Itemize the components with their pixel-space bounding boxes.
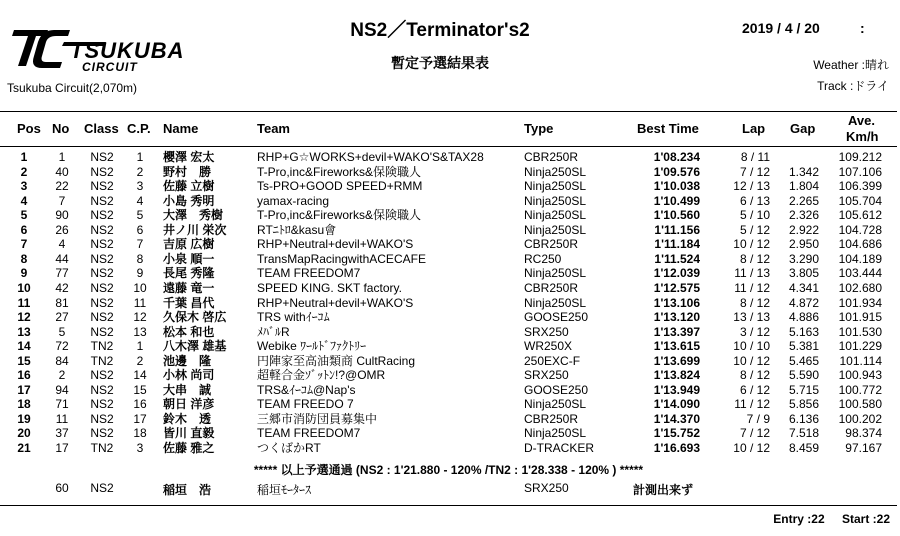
cell-team: T-Pro,inc&Fireworks&保険職人 (257, 208, 422, 223)
cell-no: 4 (58, 237, 66, 252)
cell-lap: 13 / 13 (733, 310, 770, 325)
cell-type: Ninja250SL (524, 426, 587, 441)
col-pos: Pos (17, 121, 41, 136)
cell-best: 1'11.184 (654, 237, 700, 252)
cell-type: CBR250R (524, 150, 579, 164)
cell-team: RHP+Neutral+devil+WAKO'S (257, 295, 414, 310)
cell-ave: 101.915 (838, 310, 882, 325)
cell-cls: TN2 (90, 441, 114, 455)
cell-cls: NS2 (90, 222, 114, 237)
cell-pos: 14 (17, 339, 31, 354)
cell-gap: 5.590 (788, 368, 819, 383)
table-row (0, 179, 897, 194)
cell-team: SPEED KING. SKT factory. (257, 280, 402, 295)
cell-type: Ninja250SL (524, 193, 587, 208)
cell-cls: NS2 (90, 295, 114, 310)
cell-cp: 14 (133, 368, 147, 383)
cell-ave: 101.934 (838, 295, 882, 310)
cell-cls: NS2 (90, 164, 114, 179)
cell-type: Ninja250SL (524, 295, 587, 310)
cell-pos: 11 (17, 295, 31, 310)
cell-cp: 15 (133, 382, 147, 397)
qualifying-cutoff-note: ***** 以上予選通過 (NS2 : 1'21.880 - 120% /TN2 : 1'28.338 - 120% ) ***** (253, 463, 644, 477)
cell-cp: 4 (136, 193, 144, 208)
cell-type: 250EXC-F (524, 353, 581, 368)
cell-cls: NS2 (90, 324, 114, 339)
table-row (0, 266, 897, 281)
cell-team: TRS&ｲｰｺﾑ@Nap's (257, 382, 356, 397)
cell-gap: 5.381 (788, 339, 819, 354)
cell-gap: 7.518 (788, 426, 819, 441)
cell-type: CBR250R (524, 237, 579, 252)
cell-pos: 20 (17, 426, 31, 441)
table-row (0, 325, 897, 340)
cell-cls: NS2 (90, 208, 114, 223)
cell-cls: NS2 (90, 251, 114, 266)
cell-gap: 2.326 (788, 208, 819, 223)
cell-gap: 5.465 (788, 353, 819, 368)
cell-best: 1'13.949 (653, 382, 700, 397)
cell-team: TEAM FREEDOM7 (257, 266, 361, 281)
venue-label: Tsukuba Circuit(2,070m) (7, 81, 138, 95)
table-row (0, 310, 897, 325)
cell-class: NS2 (90, 481, 114, 495)
cell-best: 1'15.752 (653, 426, 700, 441)
col-gap: Gap (790, 121, 816, 136)
cell-no: 40 (55, 164, 69, 179)
cell-lap: 10 / 12 (733, 353, 770, 368)
cell-cp: 8 (136, 251, 144, 266)
cell-gap: 6.136 (788, 411, 819, 426)
cell-pos: 8 (20, 251, 28, 266)
cell-name: 小林 尚司 (163, 368, 215, 383)
cell-name: 松本 和也 (163, 324, 215, 339)
cell-best: 1'14.090 (653, 397, 700, 412)
col-class: Class (84, 121, 119, 136)
cell-gap: 2.265 (788, 193, 819, 208)
cell-status: 計測出来ず (633, 483, 694, 497)
table-row (0, 397, 897, 412)
cell-no: 84 (55, 353, 69, 368)
cell-ave: 104.728 (838, 222, 882, 237)
table-row (0, 165, 897, 180)
cell-no: 77 (55, 266, 69, 281)
cell-lap: 8 / 11 (740, 150, 770, 164)
cell-gap: 4.341 (788, 280, 819, 295)
cell-best: 1'13.397 (653, 324, 700, 339)
cell-team: TEAM FREEDO 7 (257, 397, 354, 412)
table-row (0, 441, 897, 456)
cell-cp: 2 (136, 353, 144, 368)
cell-cp: 9 (136, 266, 144, 281)
cell-gap: 4.886 (788, 310, 819, 325)
cell-cp: 1 (136, 339, 144, 354)
cell-gap: 5.856 (788, 397, 819, 412)
cell-no: 94 (55, 382, 69, 397)
cell-type: WR250X (524, 339, 573, 354)
cell-cp: 3 (136, 179, 144, 194)
cell-type: Ninja250SL (524, 266, 587, 281)
table-row (0, 150, 897, 165)
col-kmh: Km/h (846, 129, 879, 144)
cell-best: 1'12.575 (653, 280, 700, 295)
table-row (0, 237, 897, 252)
cell-pos: 3 (20, 179, 28, 194)
cell-type: RC250 (524, 251, 562, 266)
cell-team: 円陣家至高油類商 CultRacing (257, 353, 416, 368)
table-row (0, 223, 897, 238)
cell-pos: 13 (17, 324, 31, 339)
cell-type: GOOSE250 (524, 382, 589, 397)
event-date: 2019 / 4 / 20 (742, 20, 820, 36)
cell-gap: 2.922 (788, 222, 819, 237)
cell-gap: 5.715 (788, 382, 819, 397)
cell-cp: 1 (136, 150, 144, 164)
cell-ave: 100.202 (838, 411, 882, 426)
cell-name: 大澤 秀樹 (163, 208, 224, 223)
table-header-rule (0, 146, 897, 147)
cell-no: 81 (55, 295, 69, 310)
cell-cls: NS2 (90, 426, 114, 441)
cell-ave: 106.399 (838, 179, 882, 194)
cell-ave: 104.189 (838, 251, 882, 266)
cell-name: 小泉 順一 (163, 251, 215, 266)
cell-lap: 3 / 12 (739, 324, 770, 339)
cell-pos: 7 (20, 237, 28, 252)
cell-no: 72 (55, 339, 69, 354)
cell-type: CBR250R (524, 411, 579, 426)
cell-cp: 10 (133, 280, 147, 295)
cell-cp: 17 (133, 411, 147, 426)
cell-team: つくばかRT (257, 441, 321, 455)
cell-best: 1'13.615 (653, 339, 700, 354)
cell-lap: 7 / 9 (746, 411, 770, 426)
cell-team: ﾒﾊﾞﾙR (257, 324, 290, 339)
cell-no: 27 (55, 310, 69, 325)
cell-cls: NS2 (90, 150, 114, 164)
cell-best: 1'11.524 (654, 251, 700, 266)
cell-cls: NS2 (90, 382, 114, 397)
cell-cls: NS2 (90, 397, 114, 412)
cell-lap: 6 / 13 (739, 193, 770, 208)
cell-cls: NS2 (90, 266, 114, 281)
table-row (0, 368, 897, 383)
cell-team: T-Pro,inc&Fireworks&保険職人 (257, 164, 422, 179)
cell-no: 90 (55, 208, 69, 223)
cell-type: Ninja250SL (524, 164, 587, 179)
cell-cp: 11 (133, 295, 147, 310)
cell-no: 1 (58, 150, 66, 164)
cell-lap: 8 / 12 (739, 368, 770, 383)
cell-gap: 1.804 (788, 179, 819, 194)
cell-name: 井ノ川 栄次 (163, 222, 227, 237)
table-row (0, 383, 897, 398)
cell-no: 5 (58, 324, 66, 339)
cell-name: 佐藤 立樹 (163, 179, 215, 194)
cell-cls: NS2 (90, 280, 114, 295)
table-row (0, 281, 897, 296)
cell-team: TEAM FREEDOM7 (257, 426, 361, 441)
cell-no: 60 (55, 481, 69, 495)
cell-name: 池邊 隆 (163, 353, 212, 368)
cell-gap: 4.872 (788, 295, 819, 310)
cell-lap: 11 / 12 (734, 280, 770, 295)
cell-lap: 10 / 12 (733, 237, 770, 252)
cell-cls: NS2 (90, 237, 114, 252)
cell-cls: NS2 (90, 179, 114, 194)
cell-best: 1'09.576 (653, 164, 700, 179)
col-type: Type (524, 121, 554, 136)
footer-rule (0, 505, 897, 506)
cell-pos: 9 (20, 266, 28, 281)
cell-cls: NS2 (90, 368, 114, 383)
cell-team: TRS withｲｰｺﾑ (257, 310, 330, 325)
cell-ave: 105.704 (838, 193, 882, 208)
cell-ave: 102.680 (838, 280, 882, 295)
cell-lap: 5 / 10 (739, 208, 770, 223)
cell-pos: 21 (17, 441, 31, 455)
cell-type: Ninja250SL (524, 208, 587, 223)
cell-name: 八木澤 雄基 (163, 339, 227, 354)
cell-pos: 17 (17, 382, 31, 397)
col-no: No (52, 121, 70, 136)
cell-team: TransMapRacingwithACECAFE (257, 251, 426, 266)
cell-name: 櫻澤 宏太 (163, 150, 215, 164)
cell-type: CBR250R (524, 280, 579, 295)
col-team: Team (257, 121, 290, 136)
cell-best: 1'13.120 (653, 310, 700, 325)
cell-pos: 5 (20, 208, 28, 223)
page-title: NS2／Terminator's2 (350, 20, 530, 41)
cell-name: 皆川 直毅 (163, 426, 215, 441)
cell-lap: 7 / 12 (739, 426, 770, 441)
cell-ave: 100.580 (838, 397, 882, 412)
cell-team: RTﾆﾄﾛ&kasu會 (257, 222, 337, 237)
track-condition-label: Track :ドライ (817, 79, 889, 93)
cell-ave: 101.114 (839, 353, 882, 368)
cell-ave: 107.106 (838, 164, 882, 179)
cell-lap: 11 / 12 (734, 397, 770, 412)
cell-name: 長尾 秀隆 (163, 266, 215, 281)
cell-type: D-TRACKER (524, 441, 595, 455)
cell-team: 稲垣ﾓｰﾀｰｽ (257, 483, 312, 497)
cell-cp: 2 (136, 164, 144, 179)
cell-pos: 16 (17, 368, 31, 383)
col-name: Name (163, 121, 199, 136)
cell-type: SRX250 (524, 481, 569, 495)
table-row (0, 252, 897, 267)
cell-cls: TN2 (90, 353, 114, 368)
cell-name: 鈴木 透 (163, 411, 212, 426)
cell-type: Ninja250SL (524, 397, 587, 412)
cell-team: yamax-racing (257, 193, 330, 208)
table-row (0, 412, 897, 427)
cell-pos: 18 (17, 397, 31, 412)
cell-cp: 3 (136, 441, 144, 455)
cell-lap: 8 / 12 (739, 251, 770, 266)
cell-cls: NS2 (90, 193, 114, 208)
table-row (0, 339, 897, 354)
cell-cp: 16 (133, 397, 147, 412)
cell-best: 1'13.824 (653, 368, 700, 383)
cell-ave: 109.212 (838, 150, 882, 164)
cell-name: 吉原 広樹 (163, 237, 215, 252)
table-row (0, 354, 897, 369)
cell-no: 11 (55, 411, 69, 426)
cell-team: RHP+Neutral+devil+WAKO'S (257, 237, 414, 252)
start-count: Start :22 (841, 512, 890, 526)
cell-team: 超軽合金ｿﾞｯﾄﾝ!?@OMR (257, 368, 386, 383)
cell-cp: 13 (133, 324, 147, 339)
table-header (0, 112, 897, 146)
cell-best: 1'14.370 (653, 411, 700, 426)
cell-type: SRX250 (524, 324, 569, 339)
cell-team: RHP+G☆WORKS+devil+WAKO'S&TAX28 (257, 150, 484, 164)
logo-tsukuba-text: TSUKUBA (70, 38, 185, 63)
event-time: : (860, 20, 865, 36)
cell-gap: 1.342 (788, 164, 819, 179)
cell-lap: 10 / 10 (733, 339, 770, 354)
cell-lap: 7 / 12 (739, 164, 770, 179)
cell-cp: 18 (133, 426, 147, 441)
cell-name: 千葉 昌代 (163, 295, 215, 310)
cell-type: Ninja250SL (524, 222, 587, 237)
cell-cls: NS2 (90, 411, 114, 426)
cell-no: 71 (55, 397, 69, 412)
cell-team: Webike ﾜｰﾙﾄﾞﾌｧｸﾄﾘｰ (257, 339, 367, 354)
weather-label: Weather :晴れ (813, 58, 889, 72)
cell-best: 1'10.038 (653, 179, 700, 194)
cell-type: GOOSE250 (524, 310, 589, 325)
col-best-time: Best Time (637, 121, 699, 136)
cell-pos: 12 (17, 310, 31, 325)
cell-ave: 98.374 (845, 426, 882, 441)
cell-ave: 101.229 (838, 339, 882, 354)
cell-best: 1'12.039 (653, 266, 700, 281)
table-row (0, 296, 897, 311)
cell-gap: 3.290 (788, 251, 819, 266)
cell-name: 遠藤 竜一 (163, 280, 215, 295)
cell-ave: 105.612 (838, 208, 882, 223)
cell-gap: 2.950 (788, 237, 819, 252)
logo-circuit-text: CIRCUIT (82, 60, 138, 74)
cell-gap: 5.163 (788, 324, 819, 339)
cell-no: 2 (58, 368, 66, 383)
cell-cp: 7 (136, 237, 144, 252)
cell-pos: 2 (20, 164, 28, 179)
cell-lap: 5 / 12 (739, 222, 770, 237)
cell-cp: 12 (133, 310, 147, 325)
table-row (0, 426, 897, 441)
cell-pos: 15 (17, 353, 31, 368)
cell-best: 1'10.560 (653, 208, 700, 223)
cell-ave: 103.444 (838, 266, 882, 281)
cell-ave: 100.943 (838, 368, 882, 383)
cell-best: 1'13.106 (653, 295, 700, 310)
cell-best: 1'08.234 (653, 150, 700, 164)
cell-ave: 101.530 (838, 324, 882, 339)
cell-no: 42 (55, 280, 69, 295)
cell-name: 小島 秀明 (163, 193, 215, 208)
cell-best: 1'11.156 (654, 222, 700, 237)
cell-cp: 5 (136, 208, 144, 223)
table-row (0, 208, 897, 223)
cell-team: 三郷市消防団員募集中 (257, 411, 378, 426)
cell-name: 野村 勝 (163, 164, 212, 179)
table-row (0, 194, 897, 209)
cell-no: 7 (58, 193, 66, 208)
cell-no: 17 (55, 441, 69, 455)
cell-name: 久保木 啓広 (163, 310, 227, 325)
cell-cp: 6 (136, 222, 144, 237)
cell-gap: 8.459 (788, 441, 819, 455)
cell-pos: 6 (20, 222, 28, 237)
cell-best: 1'16.693 (653, 441, 700, 455)
cell-pos: 4 (20, 193, 28, 208)
col-ave: Ave. (848, 113, 875, 128)
cell-pos: 19 (17, 411, 31, 426)
cell-no: 22 (55, 179, 69, 194)
cell-pos: 1 (20, 150, 28, 164)
cell-lap: 10 / 12 (733, 441, 770, 455)
cell-name: 大串 誠 (163, 382, 212, 397)
cell-lap: 8 / 12 (739, 295, 770, 310)
cell-name: 朝日 洋彦 (163, 397, 215, 412)
cell-ave: 100.772 (838, 382, 882, 397)
page-subtitle: 暫定予選結果表 (391, 55, 489, 71)
cell-gap: 3.805 (788, 266, 819, 281)
non-qualifier-row (0, 481, 897, 496)
col-lap: Lap (742, 121, 766, 136)
cell-name: 佐藤 雅之 (163, 441, 215, 455)
cell-type: SRX250 (524, 368, 569, 383)
cell-lap: 6 / 12 (739, 382, 770, 397)
cell-type: Ninja250SL (524, 179, 587, 194)
cell-pos: 10 (17, 280, 31, 295)
cell-team: Ts-PRO+GOOD SPEED+RMM (257, 179, 423, 194)
cell-lap: 12 / 13 (733, 179, 770, 194)
cell-no: 37 (55, 426, 69, 441)
cell-cls: NS2 (90, 310, 114, 325)
cell-ave: 97.167 (845, 441, 882, 455)
cell-cls: TN2 (90, 339, 114, 354)
cell-best: 1'13.699 (653, 353, 700, 368)
entry-count: Entry :22 (773, 512, 825, 526)
cell-name: 稲垣 浩 (163, 483, 212, 497)
col-cp: C.P. (127, 121, 151, 136)
cell-no: 26 (55, 222, 69, 237)
cell-lap: 11 / 13 (734, 266, 770, 281)
cell-best: 1'10.499 (653, 193, 700, 208)
cell-ave: 104.686 (838, 237, 882, 252)
entry-summary (759, 512, 890, 526)
cell-no: 44 (55, 251, 69, 266)
